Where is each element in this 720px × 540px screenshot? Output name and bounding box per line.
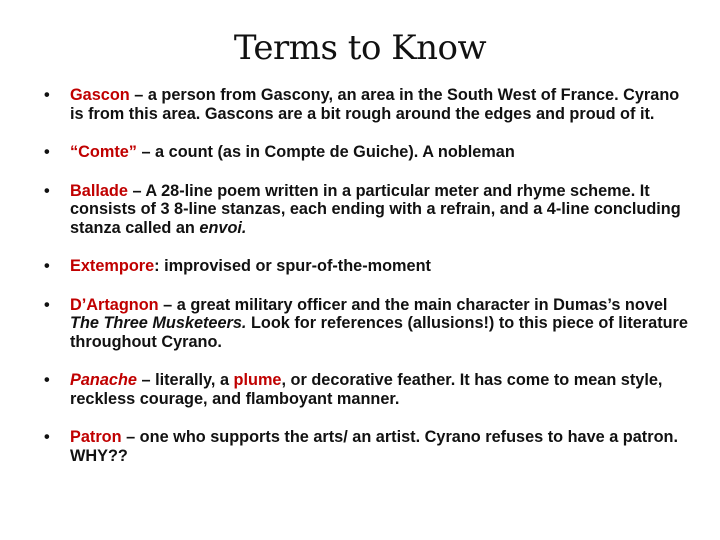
term-definition: – a great military officer and the main character in Dumas’s novel bbox=[158, 295, 668, 314]
term-definition: – a person from Gascony, an area in the South West of France. Cyrano is from this area. Gascons are a bit rough around the edges and proud of it. bbox=[70, 86, 680, 123]
term-definition: – literally, a bbox=[136, 371, 234, 389]
term-word: “Comte” bbox=[70, 143, 137, 161]
term-comte bbox=[44, 143, 694, 162]
bullet-icon: • bbox=[44, 428, 50, 446]
term-definition: – A 28-line poem written in a particular meter and rhyme scheme. It consists of 3 8-line stanzas, each ending with a refrain, and a 4-line concluding stanza called an bbox=[70, 181, 681, 237]
term-word: D’Artagnon bbox=[70, 295, 159, 314]
book-title: The Three Musketeers. bbox=[70, 314, 247, 332]
bullet-icon: • bbox=[44, 295, 50, 314]
terms-list bbox=[44, 86, 694, 465]
term-definition-continued: Look for references (allusions!) to this piece of literature throughout Cyrano. bbox=[70, 314, 688, 351]
term-highlight-word: plume bbox=[233, 371, 282, 389]
term-word: Ballade bbox=[70, 181, 128, 200]
slide-title: Terms to Know bbox=[233, 28, 487, 68]
term-word: Patron bbox=[70, 428, 122, 446]
term-patron bbox=[44, 428, 694, 465]
term-italic-word: envoi. bbox=[199, 218, 247, 237]
bullet-icon: • bbox=[44, 86, 50, 104]
bullet-icon: • bbox=[44, 257, 50, 275]
term-gascon bbox=[44, 86, 694, 123]
bullet-icon: • bbox=[44, 143, 50, 161]
term-panache bbox=[44, 371, 694, 408]
term-word: Extempore bbox=[70, 257, 155, 275]
bullet-icon: • bbox=[44, 181, 50, 200]
term-ballade bbox=[44, 182, 694, 238]
term-dartagnon bbox=[44, 296, 694, 352]
term-definition: – one who supports the arts/ an artist. Cyrano refuses to have a patron. WHY?? bbox=[70, 428, 678, 465]
term-definition-continued: , or decorative feather. It has come to mean style, reckless courage, and flamboyant manner. bbox=[70, 371, 663, 408]
term-word: Gascon bbox=[70, 86, 130, 104]
term-definition: : improvised or spur-of-the-moment bbox=[154, 257, 431, 275]
term-word: Panache bbox=[70, 371, 137, 389]
term-extempore bbox=[44, 257, 694, 276]
term-definition: – a count (as in Compte de Guiche). A nobleman bbox=[136, 143, 515, 161]
bullet-icon: • bbox=[44, 371, 50, 389]
